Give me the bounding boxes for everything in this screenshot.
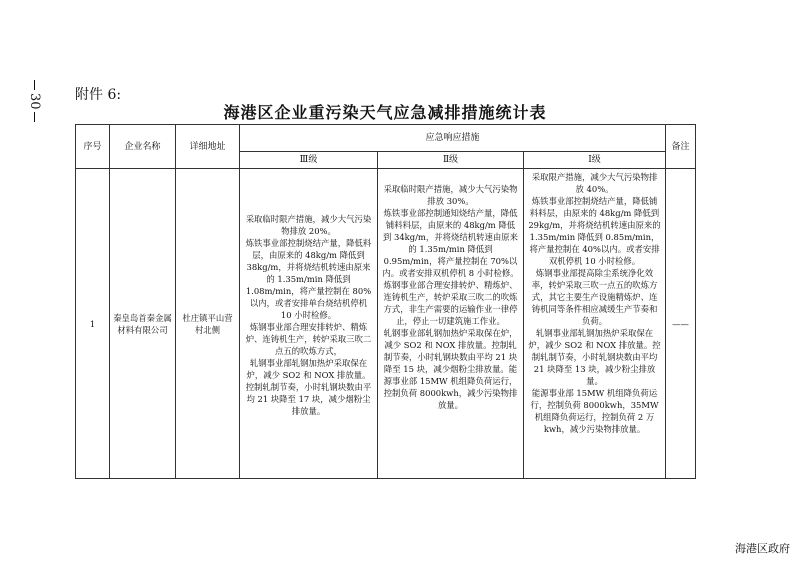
header-company: 企业名称 xyxy=(110,125,176,169)
level1-paragraph: 采取限产措施，减少大气污染物排放 40%。 xyxy=(531,172,658,194)
cell-address: 杜庄镇平山营村北侧 xyxy=(176,169,240,479)
level2-paragraph: 炼钢事业部合理安排转炉、精炼炉、连铸机生产，转炉采取三吹二的吹炼方式，非生产需要的运输作业一律停止，停止一切建筑施工作业。 xyxy=(383,280,518,326)
header-seq: 序号 xyxy=(76,125,110,169)
cell-level1 xyxy=(524,169,666,479)
attachment-label: 附件 6: xyxy=(75,87,122,103)
header-level2: Ⅱ级 xyxy=(378,152,524,169)
header-measures: 应急响应措施 xyxy=(240,125,666,152)
cell-remark: —— xyxy=(666,169,696,479)
level3-paragraph: 采取临时限产措施，减少大气污染物排放 20%。 xyxy=(245,214,372,236)
level2-paragraph: 采取临时限产措施，减少大气污染物排放 30%。 xyxy=(383,184,518,206)
page-number-dash xyxy=(34,112,35,122)
page-number-value: 30 xyxy=(27,93,42,110)
page-number-dash xyxy=(34,80,35,90)
level1-paragraph: 能源事业部 15MW 机组降负荷运行，控制负荷 8000kwh，35MW 机组降负荷运行，控制负荷 2 万 kwh，减少污染物排放量。 xyxy=(530,388,659,434)
document-title: 海港区企业重污染天气应急减排措施统计表 xyxy=(223,103,547,122)
header-row xyxy=(76,125,696,152)
level3-paragraph: 炼铁事业部控制烧结产量，降低料层，由原来的 48kg/m 降低到 38kg/m，并将烧结机转速由原来的 1.35m/min 降低到 1.08m/min，将产量控制在 80%以内，或者安排单台烧结机停机 10 小时检修。 xyxy=(245,238,372,320)
level3-paragraph: 轧钢事业部轧钢加热炉采取保在炉，减少 SO2 和 NOX 排放量。控制轧制节奏，小时轧钢块数由平均 21 块降至 17 块，减少烟粉尘排放量。 xyxy=(245,358,372,416)
level2-paragraph: 轧钢事业部轧钢加热炉采取保在炉，减少 SO2 和 NOX 排放量。控制轧制节奏，小时轧钢块数由平均 21 块降至 15 块，减少烟粉尘排放量。能源事业部 15MW 机组降负荷运行，控制负荷 8000kwh，减少污染物排放量。 xyxy=(383,328,518,410)
page-number xyxy=(26,78,42,124)
header-level1: Ⅰ级 xyxy=(524,152,666,169)
level3-paragraph: 炼钢事业部合理安排转炉、精炼炉、连铸机生产，转炉采取三吹二点五的吹炼方式， xyxy=(245,322,372,356)
table-row xyxy=(76,169,696,479)
cell-level2 xyxy=(378,169,524,479)
level1-paragraph: 炼铁事业部控制烧结产量，降低铺料料层，由原来的 48kg/m 降低到 29kg/m，并将烧结机转速由原来的 1.35m/min 降低到 0.85m/min，将产量控制在 40%以内。或者安排双机停机 10 小时检修。 xyxy=(528,196,661,266)
header-level3: Ⅲ级 xyxy=(240,152,378,169)
footer-source: 海港区政府 xyxy=(735,542,790,555)
level1-paragraph: 轧钢事业部轧钢加热炉采取保在炉，减少 SO2 和 NOX 排放量。控制轧制节奏，小时轧钢块数由平均 21 块降至 13 块，减少粉尘排放量。 xyxy=(528,328,661,386)
header-address: 详细地址 xyxy=(176,125,240,169)
level2-paragraph: 炼铁事业部控制通知烧结产量，降低铺料料层，由原来的 48kg/m 降低到 34kg/m，并将烧结机转速由原来的 1.35m/min 降低到 0.95m/min，将产量控制在 70%以内。或者安排双机停机 8 小时检修。 xyxy=(382,208,519,278)
cell-level3 xyxy=(240,169,378,479)
header-remark: 备注 xyxy=(666,125,696,169)
measures-table xyxy=(75,124,696,479)
cell-seq: 1 xyxy=(76,169,110,479)
level1-paragraph: 炼钢事业部提高除尘系统净化效率，转炉采取三吹一点五的吹炼方式，其它主要生产设施精炼炉、连铸机同等条件相应减缓生产节奏和负荷。 xyxy=(531,268,658,326)
cell-company: 秦皇岛首秦金属材料有限公司 xyxy=(110,169,176,479)
